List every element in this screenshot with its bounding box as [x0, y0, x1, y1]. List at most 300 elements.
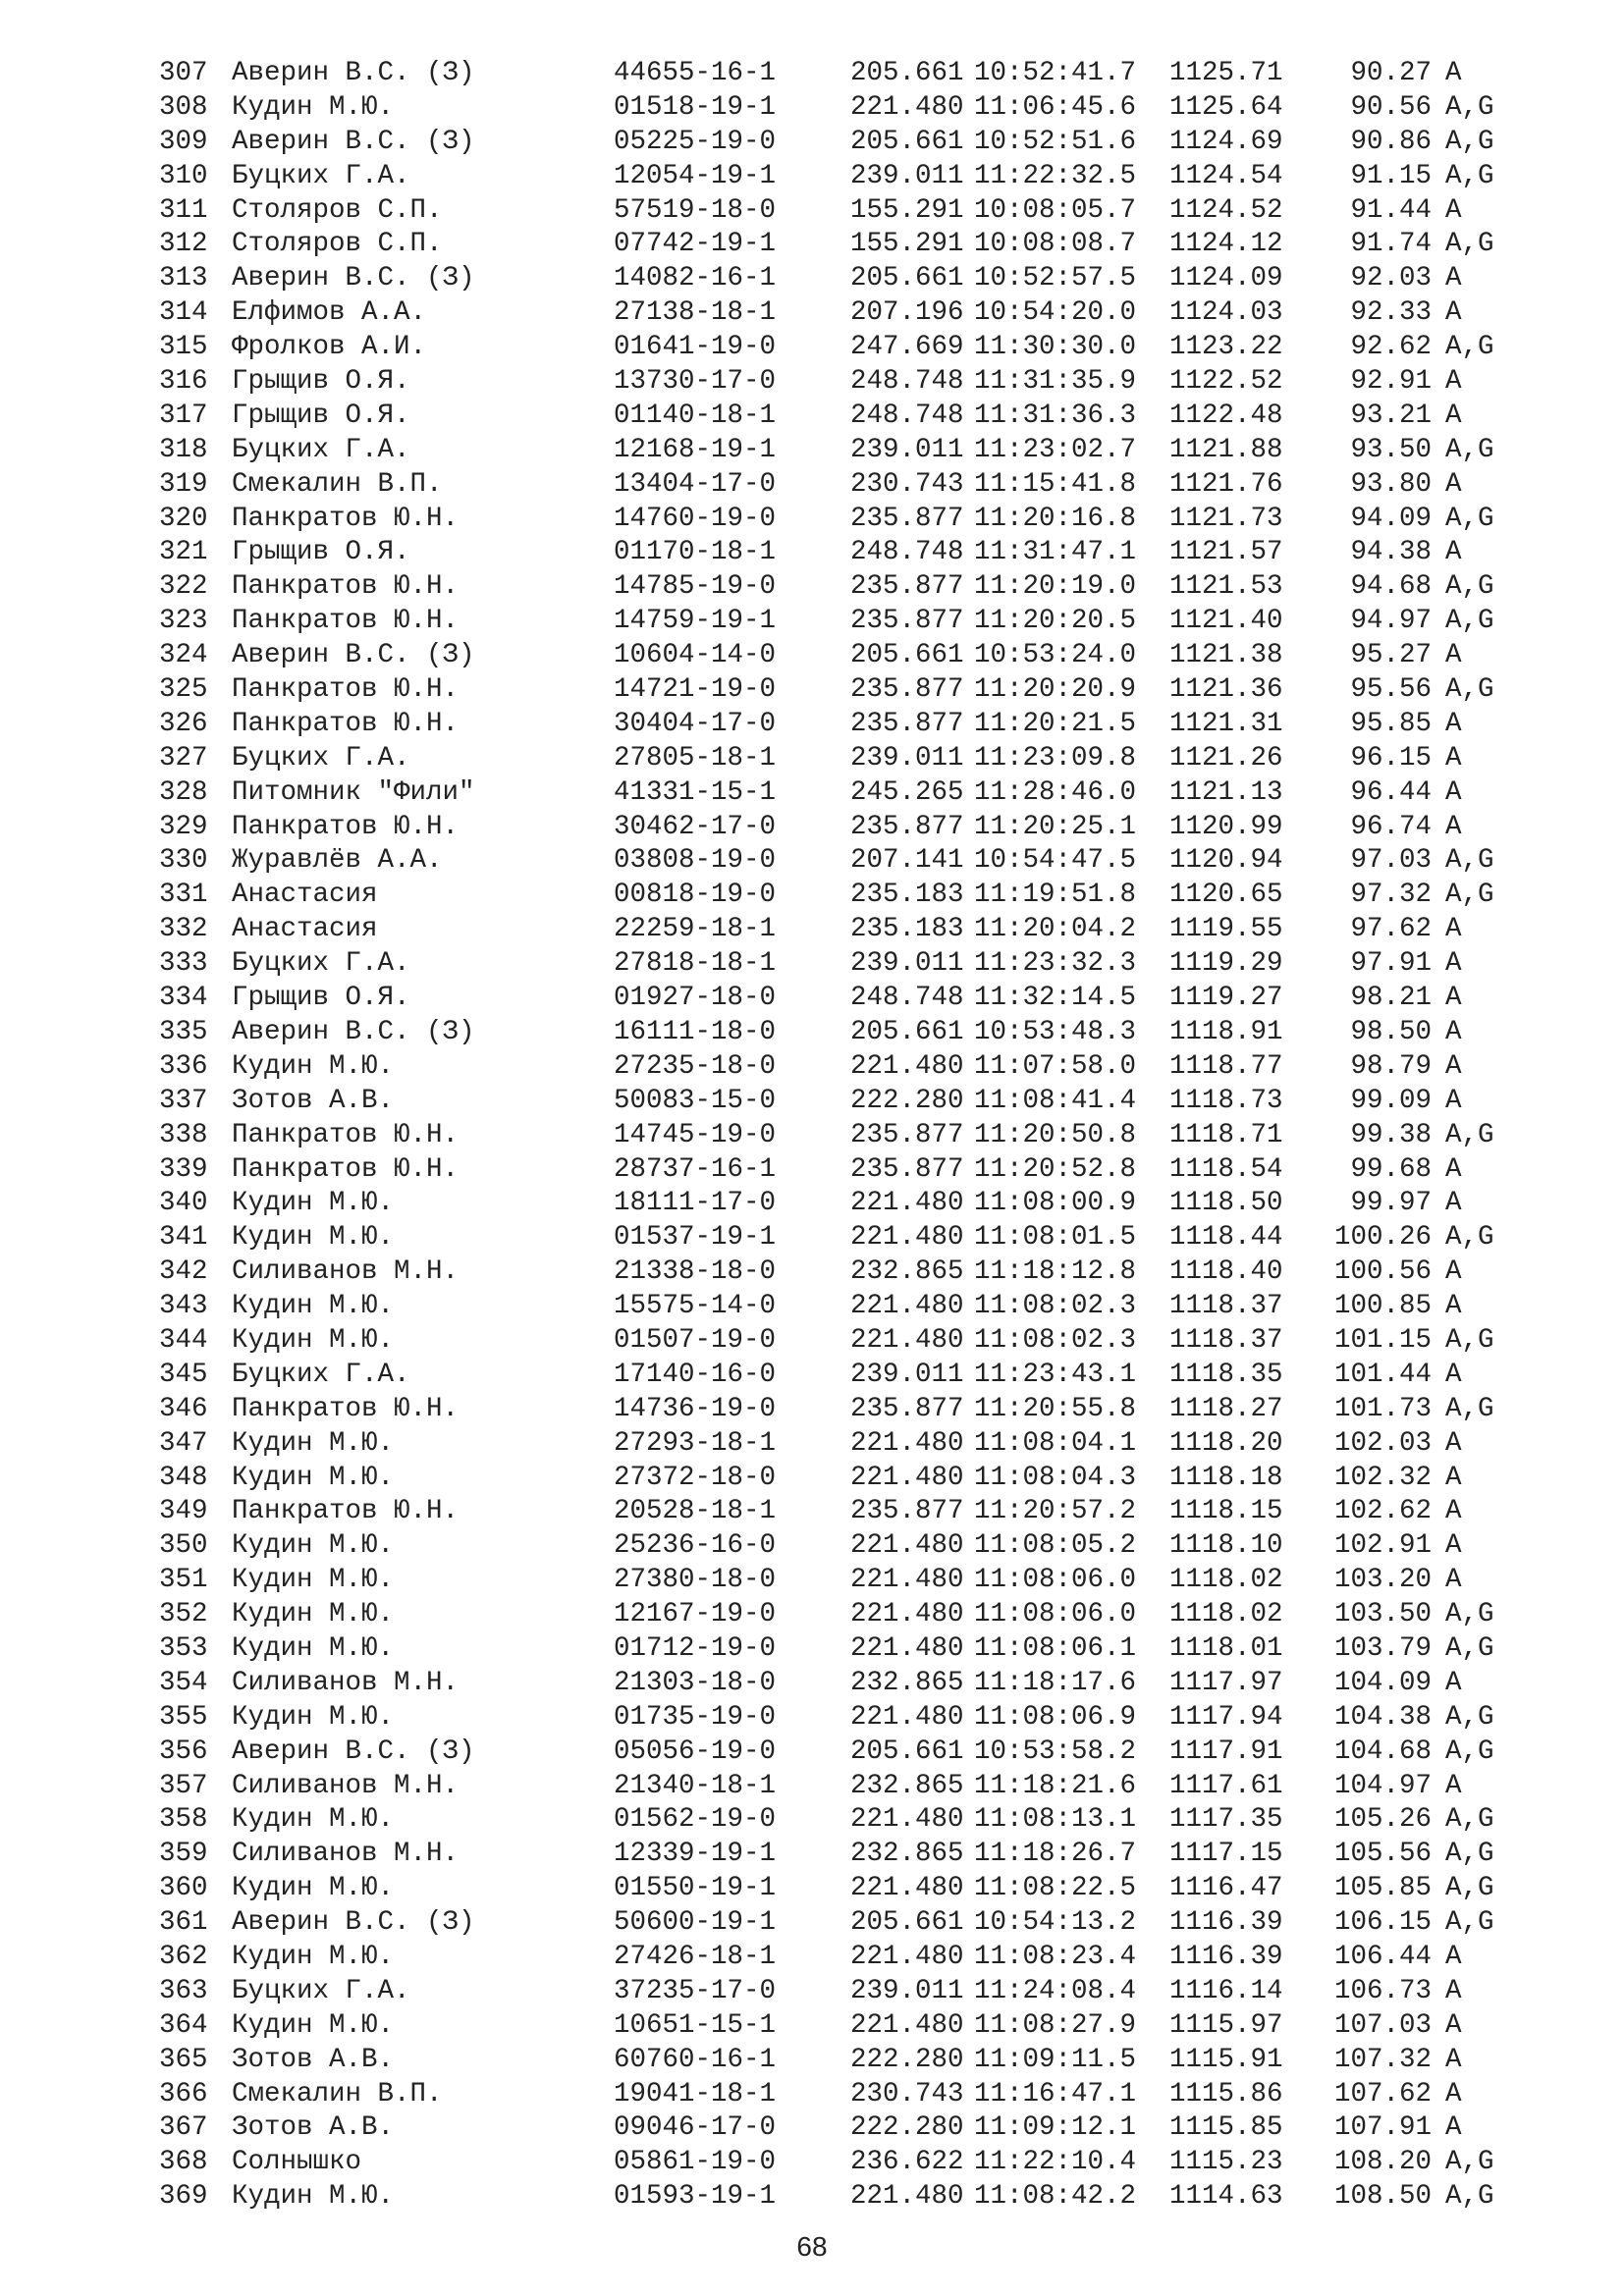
ring-number: 05225-19-0: [614, 126, 777, 157]
arrival-time: 11:31:36.3: [974, 400, 1137, 431]
ring-number: 25236-16-0: [614, 1530, 777, 1562]
table-row: [159, 1016, 1524, 1050]
coefficient: 101.73: [1333, 1393, 1432, 1424]
speed: 1115.23: [1169, 2147, 1283, 2178]
place-number: 360: [159, 1873, 208, 1904]
ring-number: 01562-19-0: [614, 1804, 777, 1836]
coefficient: 91.15: [1350, 160, 1432, 191]
arrival-time: 11:20:04.2: [974, 914, 1137, 945]
speed: 1121.73: [1169, 503, 1283, 534]
ring-number: 28737-16-1: [614, 1153, 777, 1185]
owner-name: Панкратов Ю.Н.: [232, 1119, 460, 1150]
distance: 239.011: [850, 1975, 964, 2006]
arrival-time: 11:08:02.3: [974, 1291, 1137, 1322]
table-row: [159, 1255, 1524, 1290]
arrival-time: 11:20:16.8: [974, 503, 1137, 534]
table-row: [159, 296, 1524, 331]
place-number: 323: [159, 606, 208, 637]
place-number: 340: [159, 1188, 208, 1219]
owner-name: Буцких Г.А.: [232, 948, 410, 980]
speed: 1118.71: [1169, 1119, 1283, 1150]
arrival-time: 11:31:35.9: [974, 366, 1137, 398]
table-row: [159, 1735, 1524, 1770]
flags: A: [1445, 776, 1462, 808]
coefficient: 107.32: [1333, 2044, 1432, 2075]
owner-name: Столяров С.П.: [232, 194, 443, 226]
coefficient: 93.80: [1350, 468, 1432, 500]
coefficient: 92.91: [1350, 366, 1432, 398]
distance: 232.865: [850, 1667, 964, 1698]
coefficient: 107.91: [1333, 2112, 1432, 2144]
ring-number: 07742-19-1: [614, 229, 777, 260]
speed: 1115.86: [1169, 2078, 1283, 2109]
ring-number: 60760-16-1: [614, 2044, 777, 2075]
owner-name: Буцких Г.А.: [232, 434, 410, 465]
table-row: [159, 844, 1524, 879]
flags: A: [1445, 914, 1462, 945]
ring-number: 01641-19-0: [614, 332, 777, 363]
flags: A: [1445, 2044, 1462, 2075]
speed: 1118.73: [1169, 1085, 1283, 1116]
flags: A,G: [1445, 1324, 1494, 1356]
arrival-time: 11:08:06.1: [974, 1632, 1137, 1664]
owner-name: Аверин В.С. (З): [232, 126, 475, 157]
ring-number: 30404-17-0: [614, 708, 777, 739]
arrival-time: 11:22:32.5: [974, 160, 1137, 191]
speed: 1125.71: [1169, 58, 1283, 88]
place-number: 311: [159, 194, 208, 226]
speed: 1117.15: [1169, 1839, 1283, 1870]
place-number: 324: [159, 640, 208, 671]
owner-name: Аверин В.С. (З): [232, 1907, 475, 1939]
distance: 221.480: [850, 1222, 964, 1254]
coefficient: 96.74: [1350, 811, 1432, 842]
distance: 232.865: [850, 1770, 964, 1801]
flags: A,G: [1445, 1735, 1494, 1767]
flags: A: [1445, 1941, 1462, 1972]
table-row: [159, 2044, 1524, 2078]
ring-number: 18111-17-0: [614, 1188, 777, 1219]
flags: A,G: [1445, 1632, 1494, 1664]
arrival-time: 10:54:47.5: [974, 845, 1137, 877]
owner-name: Буцких Г.А.: [232, 1975, 410, 2006]
owner-name: Кудин М.Ю.: [232, 1941, 395, 1972]
place-number: 313: [159, 263, 208, 294]
table-row: [159, 2146, 1524, 2180]
place-number: 361: [159, 1907, 208, 1939]
distance: 221.480: [850, 1873, 964, 1904]
owner-name: Панкратов Ю.Н.: [232, 674, 460, 706]
ring-number: 14785-19-0: [614, 571, 777, 603]
arrival-time: 11:20:52.8: [974, 1153, 1137, 1185]
ring-number: 41331-15-1: [614, 776, 777, 808]
ring-number: 21340-18-1: [614, 1770, 777, 1801]
place-number: 338: [159, 1119, 208, 1150]
arrival-time: 11:08:23.4: [974, 1941, 1137, 1972]
arrival-time: 11:08:06.0: [974, 1599, 1137, 1630]
ring-number: 14082-16-1: [614, 263, 777, 294]
coefficient: 104.97: [1333, 1770, 1432, 1801]
coefficient: 100.85: [1333, 1291, 1432, 1322]
ring-number: 21303-18-0: [614, 1667, 777, 1698]
coefficient: 106.15: [1333, 1907, 1432, 1939]
arrival-time: 11:30:30.0: [974, 332, 1137, 363]
ring-number: 12054-19-1: [614, 160, 777, 191]
place-number: 314: [159, 297, 208, 329]
place-number: 316: [159, 366, 208, 398]
speed: 1118.20: [1169, 1427, 1283, 1459]
flags: A: [1445, 366, 1462, 398]
arrival-time: 11:20:25.1: [974, 811, 1137, 842]
coefficient: 90.27: [1350, 58, 1432, 88]
coefficient: 106.73: [1333, 1975, 1432, 2006]
ring-number: 01537-19-1: [614, 1222, 777, 1254]
speed: 1124.54: [1169, 160, 1283, 191]
flags: A: [1445, 1667, 1462, 1698]
place-number: 365: [159, 2044, 208, 2075]
speed: 1122.52: [1169, 366, 1283, 398]
flags: A: [1445, 2078, 1462, 2109]
owner-name: Аверин В.С. (З): [232, 58, 475, 88]
flags: A,G: [1445, 571, 1494, 603]
place-number: 328: [159, 776, 208, 808]
flags: A: [1445, 1188, 1462, 1219]
owner-name: Панкратов Ю.Н.: [232, 1496, 460, 1527]
coefficient: 93.50: [1350, 434, 1432, 465]
arrival-time: 11:08:01.5: [974, 1222, 1137, 1254]
arrival-time: 11:24:08.4: [974, 1975, 1137, 2006]
place-number: 307: [159, 58, 208, 88]
speed: 1115.91: [1169, 2044, 1283, 2075]
arrival-time: 11:08:00.9: [974, 1188, 1137, 1219]
owner-name: Панкратов Ю.Н.: [232, 503, 460, 534]
distance: 235.877: [850, 674, 964, 706]
ring-number: 13404-17-0: [614, 468, 777, 500]
flags: A: [1445, 708, 1462, 739]
ring-number: 21338-18-0: [614, 1256, 777, 1288]
speed: 1121.40: [1169, 606, 1283, 637]
arrival-time: 10:08:05.7: [974, 194, 1137, 226]
table-row: [159, 673, 1524, 708]
owner-name: Грыщив О.Я.: [232, 537, 410, 568]
owner-name: Панкратов Ю.Н.: [232, 1393, 460, 1424]
distance: 221.480: [850, 1804, 964, 1836]
arrival-time: 11:16:47.1: [974, 2078, 1137, 2109]
speed: 1124.09: [1169, 263, 1283, 294]
speed: 1125.64: [1169, 91, 1283, 123]
ring-number: 00818-19-0: [614, 880, 777, 911]
distance: 221.480: [850, 1291, 964, 1322]
speed: 1124.69: [1169, 126, 1283, 157]
distance: 235.877: [850, 571, 964, 603]
speed: 1117.97: [1169, 1667, 1283, 1698]
owner-name: Елфимов А.А.: [232, 297, 427, 329]
table-row: [159, 1770, 1524, 1804]
owner-name: Анастасия: [232, 914, 378, 945]
coefficient: 94.38: [1350, 537, 1432, 568]
ring-number: 15575-14-0: [614, 1291, 777, 1322]
ring-number: 01735-19-0: [614, 1701, 777, 1733]
coefficient: 105.85: [1333, 1873, 1432, 1904]
flags: A,G: [1445, 126, 1494, 157]
ring-number: 50600-19-1: [614, 1907, 777, 1939]
distance: 205.661: [850, 126, 964, 157]
coefficient: 92.03: [1350, 263, 1432, 294]
coefficient: 94.97: [1350, 606, 1432, 637]
table-row: [159, 2111, 1524, 2146]
speed: 1116.39: [1169, 1907, 1283, 1939]
flags: A,G: [1445, 880, 1494, 911]
speed: 1118.02: [1169, 1565, 1283, 1596]
flags: A: [1445, 742, 1462, 774]
coefficient: 105.26: [1333, 1804, 1432, 1836]
coefficient: 99.38: [1350, 1119, 1432, 1150]
arrival-time: 11:31:47.1: [974, 537, 1137, 568]
speed: 1123.22: [1169, 332, 1283, 363]
flags: A: [1445, 811, 1462, 842]
table-row: [159, 1359, 1524, 1393]
ring-number: 01170-18-1: [614, 537, 777, 568]
coefficient: 106.44: [1333, 1941, 1432, 1972]
distance: 245.265: [850, 776, 964, 808]
owner-name: Буцких Г.А.: [232, 1359, 410, 1390]
arrival-time: 11:18:21.6: [974, 1770, 1137, 1801]
place-number: 356: [159, 1735, 208, 1767]
owner-name: Силиванов М.Н.: [232, 1667, 460, 1698]
speed: 1118.37: [1169, 1291, 1283, 1322]
ring-number: 50083-15-0: [614, 1085, 777, 1116]
coefficient: 102.32: [1333, 1462, 1432, 1493]
speed: 1121.36: [1169, 674, 1283, 706]
place-number: 331: [159, 880, 208, 911]
place-number: 354: [159, 1667, 208, 1698]
place-number: 312: [159, 229, 208, 260]
place-number: 362: [159, 1941, 208, 1972]
owner-name: Кудин М.Ю.: [232, 1222, 395, 1254]
table-row: [159, 1187, 1524, 1221]
coefficient: 101.15: [1333, 1324, 1432, 1356]
arrival-time: 10:52:51.6: [974, 126, 1137, 157]
ring-number: 12339-19-1: [614, 1839, 777, 1870]
owner-name: Смекалин В.П.: [232, 2078, 443, 2109]
distance: 222.280: [850, 1085, 964, 1116]
flags: A: [1445, 468, 1462, 500]
distance: 221.480: [850, 1701, 964, 1733]
owner-name: Буцких Г.А.: [232, 160, 410, 191]
ring-number: 03808-19-0: [614, 845, 777, 877]
owner-name: Силиванов М.Н.: [232, 1839, 460, 1870]
place-number: 348: [159, 1462, 208, 1493]
distance: 221.480: [850, 1427, 964, 1459]
distance: 235.877: [850, 811, 964, 842]
owner-name: Аверин В.С. (З): [232, 1735, 475, 1767]
distance: 221.480: [850, 1188, 964, 1219]
owner-name: Панкратов Ю.Н.: [232, 571, 460, 603]
ring-number: 12167-19-0: [614, 1599, 777, 1630]
ring-number: 01712-19-0: [614, 1632, 777, 1664]
place-number: 336: [159, 1050, 208, 1082]
coefficient: 103.50: [1333, 1599, 1432, 1630]
place-number: 322: [159, 571, 208, 603]
owner-name: Питомник "Фили": [232, 776, 475, 808]
arrival-time: 11:08:06.0: [974, 1565, 1137, 1596]
distance: 248.748: [850, 537, 964, 568]
coefficient: 91.74: [1350, 229, 1432, 260]
owner-name: Солнышко: [232, 2147, 362, 2178]
flags: A: [1445, 400, 1462, 431]
place-number: 332: [159, 914, 208, 945]
distance: 235.877: [850, 708, 964, 739]
arrival-time: 11:09:12.1: [974, 2112, 1137, 2144]
place-number: 310: [159, 160, 208, 191]
table-row: [159, 1667, 1524, 1701]
coefficient: 98.21: [1350, 983, 1432, 1014]
flags: A,G: [1445, 1119, 1494, 1150]
distance: 235.877: [850, 503, 964, 534]
coefficient: 92.62: [1350, 332, 1432, 363]
table-row: [159, 91, 1524, 126]
coefficient: 103.20: [1333, 1565, 1432, 1596]
owner-name: Фролков А.И.: [232, 332, 427, 363]
coefficient: 99.68: [1350, 1153, 1432, 1185]
coefficient: 103.79: [1333, 1632, 1432, 1664]
ring-number: 10604-14-0: [614, 640, 777, 671]
coefficient: 98.50: [1350, 1016, 1432, 1047]
table-row: [159, 1838, 1524, 1872]
arrival-time: 11:20:19.0: [974, 571, 1137, 603]
owner-name: Анастасия: [232, 880, 378, 911]
flags: A,G: [1445, 1839, 1494, 1870]
owner-name: Кудин М.Ю.: [232, 1427, 395, 1459]
distance: 239.011: [850, 1359, 964, 1390]
ring-number: 44655-16-1: [614, 58, 777, 88]
arrival-time: 11:23:02.7: [974, 434, 1137, 465]
arrival-time: 11:08:04.3: [974, 1462, 1137, 1493]
ring-number: 37235-17-0: [614, 1975, 777, 2006]
table-row: [159, 194, 1524, 229]
table-row: [159, 742, 1524, 776]
owner-name: Панкратов Ю.Н.: [232, 606, 460, 637]
distance: 239.011: [850, 948, 964, 980]
table-row: [159, 228, 1524, 262]
flags: A: [1445, 1016, 1462, 1047]
arrival-time: 11:23:32.3: [974, 948, 1137, 980]
speed: 1121.38: [1169, 640, 1283, 671]
distance: 235.877: [850, 1119, 964, 1150]
ring-number: 14759-19-1: [614, 606, 777, 637]
owner-name: Кудин М.Ю.: [232, 91, 395, 123]
flags: A,G: [1445, 229, 1494, 260]
table-row: [159, 160, 1524, 194]
coefficient: 95.27: [1350, 640, 1432, 671]
coefficient: 104.68: [1333, 1735, 1432, 1767]
flags: A,G: [1445, 2147, 1494, 2178]
place-number: 320: [159, 503, 208, 534]
speed: 1120.94: [1169, 845, 1283, 877]
owner-name: Кудин М.Ю.: [232, 2181, 395, 2213]
coefficient: 100.26: [1333, 1222, 1432, 1254]
place-number: 334: [159, 983, 208, 1014]
distance: 248.748: [850, 400, 964, 431]
speed: 1118.10: [1169, 1530, 1283, 1562]
arrival-time: 10:53:24.0: [974, 640, 1137, 671]
owner-name: Кудин М.Ю.: [232, 1804, 395, 1836]
coefficient: 93.21: [1350, 400, 1432, 431]
speed: 1118.50: [1169, 1188, 1283, 1219]
flags: A,G: [1445, 160, 1494, 191]
table-row: [159, 1632, 1524, 1667]
table-row: [159, 536, 1524, 570]
place-number: 339: [159, 1153, 208, 1185]
flags: A,G: [1445, 1907, 1494, 1939]
arrival-time: 11:08:27.9: [974, 2009, 1137, 2041]
distance: 222.280: [850, 2112, 964, 2144]
coefficient: 107.03: [1333, 2009, 1432, 2041]
flags: A,G: [1445, 1804, 1494, 1836]
owner-name: Кудин М.Ю.: [232, 2009, 395, 2041]
table-row: [159, 434, 1524, 468]
arrival-time: 11:09:11.5: [974, 2044, 1137, 2075]
ring-number: 27372-18-0: [614, 1462, 777, 1493]
table-row: [159, 1701, 1524, 1735]
distance: 221.480: [850, 1462, 964, 1493]
ring-number: 05056-19-0: [614, 1735, 777, 1767]
coefficient: 97.03: [1350, 845, 1432, 877]
results-table: [159, 57, 1524, 2215]
speed: 1124.52: [1169, 194, 1283, 226]
place-number: 318: [159, 434, 208, 465]
distance: 221.480: [850, 2009, 964, 2041]
speed: 1121.88: [1169, 434, 1283, 465]
speed: 1121.31: [1169, 708, 1283, 739]
arrival-time: 11:18:17.6: [974, 1667, 1137, 1698]
ring-number: 17140-16-0: [614, 1359, 777, 1390]
arrival-time: 11:08:42.2: [974, 2181, 1137, 2213]
owner-name: Грыщив О.Я.: [232, 983, 410, 1014]
ring-number: 27818-18-1: [614, 948, 777, 980]
arrival-time: 11:07:58.0: [974, 1050, 1137, 1082]
flags: A: [1445, 1153, 1462, 1185]
flags: A,G: [1445, 1873, 1494, 1904]
flags: A: [1445, 1975, 1462, 2006]
ring-number: 14745-19-0: [614, 1119, 777, 1150]
speed: 1118.02: [1169, 1599, 1283, 1630]
table-row: [159, 947, 1524, 982]
flags: A: [1445, 640, 1462, 671]
table-row: [159, 468, 1524, 503]
coefficient: 99.97: [1350, 1188, 1432, 1219]
ring-number: 01507-19-0: [614, 1324, 777, 1356]
table-row: [159, 605, 1524, 639]
arrival-time: 11:20:20.9: [974, 674, 1137, 706]
distance: 221.480: [850, 1941, 964, 1972]
speed: 1118.01: [1169, 1632, 1283, 1664]
speed: 1120.65: [1169, 880, 1283, 911]
arrival-time: 10:53:48.3: [974, 1016, 1137, 1047]
place-number: 349: [159, 1496, 208, 1527]
speed: 1119.29: [1169, 948, 1283, 980]
table-row: [159, 2180, 1524, 2215]
place-number: 315: [159, 332, 208, 363]
coefficient: 104.38: [1333, 1701, 1432, 1733]
arrival-time: 11:20:50.8: [974, 1119, 1137, 1150]
speed: 1114.63: [1169, 2181, 1283, 2213]
flags: A: [1445, 537, 1462, 568]
arrival-time: 11:23:43.1: [974, 1359, 1137, 1390]
table-row: [159, 708, 1524, 742]
ring-number: 10651-15-1: [614, 2009, 777, 2041]
place-number: 355: [159, 1701, 208, 1733]
